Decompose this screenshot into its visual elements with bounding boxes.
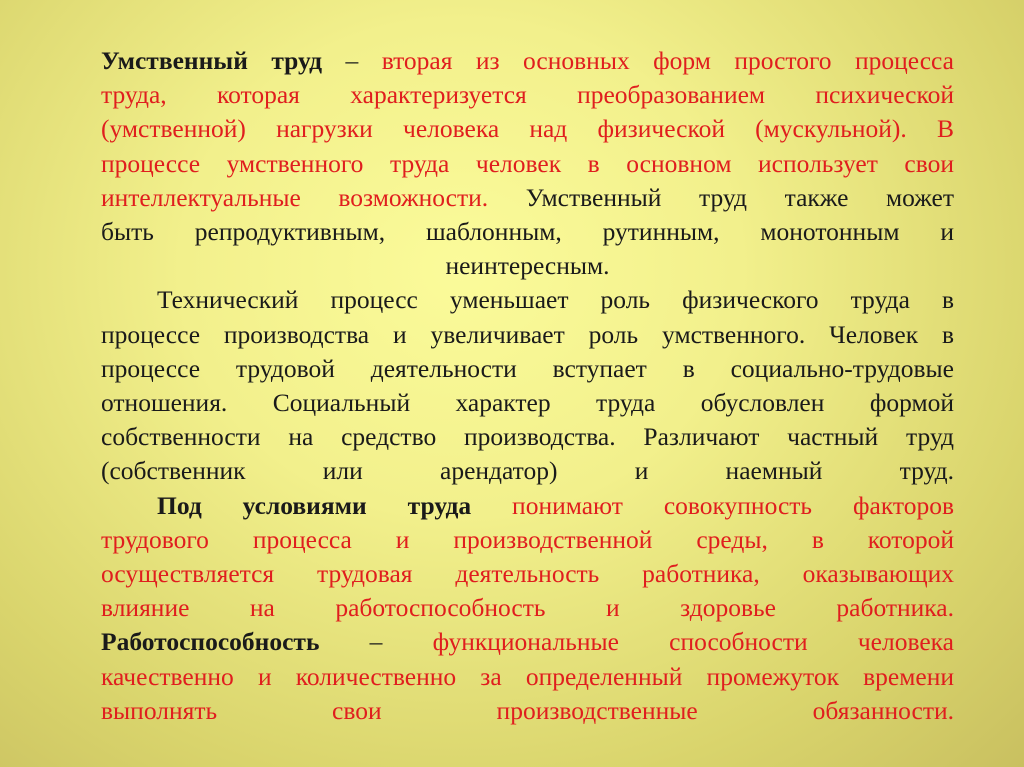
text-line: (умственной) нагрузки человека над физической (мускульной). В <box>101 114 954 144</box>
definition-text: интеллектуальные возможности. <box>101 182 489 212</box>
text-line: собственности на средство производства. Различают частный труд <box>101 422 954 452</box>
text-line: процессе производства и увеличивает роль умственного. Человек в <box>101 319 954 349</box>
text-line: выполнять свои производственные обязанности. <box>101 695 954 725</box>
text-line: осуществляется трудовая деятельность работника, оказывающих <box>101 559 954 589</box>
definition-text: вторая из основных форм простого процесса <box>381 46 955 75</box>
slide-text <box>101 44 954 728</box>
text-line: неинтересным. <box>445 251 610 281</box>
text-line <box>101 181 954 215</box>
text-line <box>101 489 954 523</box>
text-line: трудового процесса и производственной среды, в которой <box>101 524 954 554</box>
term-working-conditions: Под условиями труда <box>157 490 472 520</box>
definition-text: функциональные способности человека <box>432 627 954 657</box>
term-work-capacity: Работоспособность <box>101 627 320 657</box>
dash: – <box>319 627 433 657</box>
text-line: Технический процесс уменьшает роль физического труда в <box>157 285 954 315</box>
body-text: Умственный труд также может <box>488 182 954 212</box>
text-line: процессе трудовой деятельности вступает в социально-трудовые <box>101 353 954 383</box>
text-line: быть репродуктивным, шаблонным, рутинным, монотонным и <box>101 217 954 247</box>
text-line: труда, которая характеризуется преобразованием психической <box>101 80 954 110</box>
text-line: процессе умственного труда человек в основном использует свои <box>101 148 954 178</box>
definition-text: понимают совокупность факторов <box>471 490 954 520</box>
text-line <box>101 44 954 78</box>
text-line: отношения. Социальный характер труда обусловлен формой <box>101 388 954 418</box>
term-mental-labor: Умственный труд <box>101 46 323 75</box>
text-line: (собственник или арендатор) и наемный труд. <box>101 456 954 486</box>
text-line <box>101 625 954 659</box>
text-line: качественно и количественно за определенный промежуток времени <box>101 661 954 691</box>
dash: – <box>322 46 382 75</box>
text-line: влияние на работоспособность и здоровье работника. <box>101 593 954 623</box>
